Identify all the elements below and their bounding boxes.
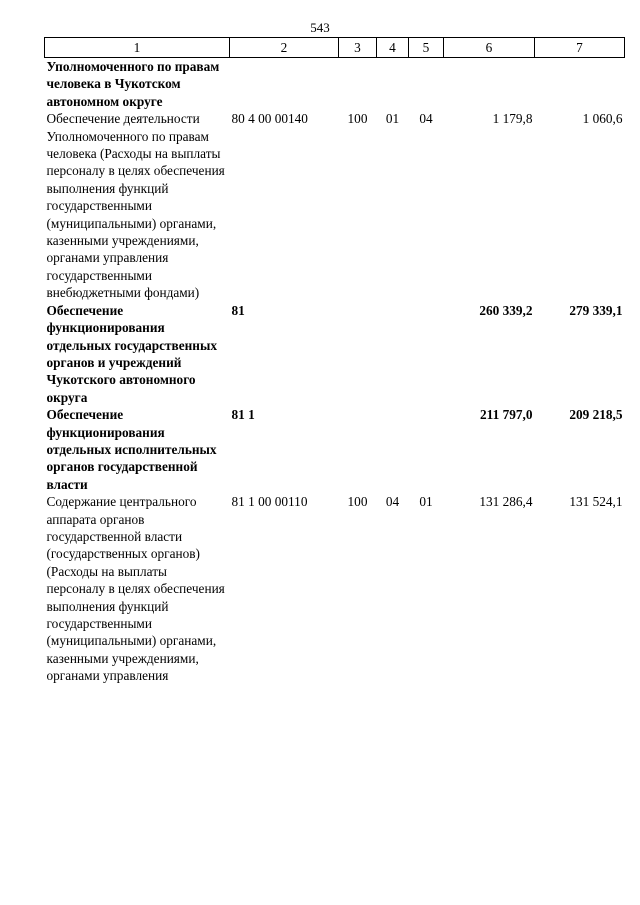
row-value-6: 131 286,4 [479,494,533,510]
row-col-4 [377,58,409,111]
row-col-3: 100 [347,111,368,127]
row-value-6 [444,58,535,111]
row-name: Обеспечение функционирования отдельных исполнительных органов государственной власти [46,407,217,492]
row-value-6: 260 339,2 [479,302,533,318]
row-code: 80 4 00 00140 [231,111,308,127]
row-value-7: 209 218,5 [569,407,623,423]
row-code: 81 1 00 00110 [231,494,308,510]
row-col-4: 04 [385,494,400,510]
header-col-3: 3 [339,38,377,58]
header-col-4: 4 [377,38,409,58]
row-value-6: 211 797,0 [480,407,533,423]
table-row [45,110,625,301]
row-col-3: 100 [347,494,368,510]
table-row [45,302,625,406]
row-code [230,58,339,111]
header-col-6: 6 [444,38,535,58]
row-value-7: 1 060,6 [582,111,623,127]
header-col-2: 2 [230,38,339,58]
table-row [45,406,625,493]
row-value-7: 131 524,1 [569,494,623,510]
row-col-4: 01 [385,111,400,127]
row-name: Обеспечение функционирования отдельных государственных органов и учреждений Чукотского автономного округа [46,302,217,405]
row-col-3 [339,406,377,493]
budget-table [44,37,625,685]
table-row [45,58,625,111]
page-number: 543 [310,20,330,35]
row-col-3 [339,58,377,111]
header-col-5: 5 [409,38,444,58]
row-name: Обеспечение деятельности Уполномоченного по правам человека (Расходы на выплаты персоналу в целях обеспечения выполнения функций государственными (муниципальными) органами, казенными учреждениями, органами управления государственными внебюджетными фондами) [46,111,225,301]
row-value-7 [535,58,625,111]
row-col-5 [409,302,444,406]
header-row [45,38,625,58]
row-code: 81 1 [231,407,255,423]
row-col-5: 04 [419,111,433,127]
row-col-3 [339,302,377,406]
row-value-6: 1 179,8 [492,111,533,127]
row-name: Уполномоченного по правам человека в Чукотском автономном округе [46,59,220,109]
row-col-4 [377,302,409,406]
header-col-7: 7 [535,38,625,58]
row-col-5 [409,406,444,493]
row-value-7: 279 339,1 [569,302,623,318]
header-col-1: 1 [45,38,230,58]
table-row [45,493,625,684]
row-col-5: 01 [419,494,433,510]
row-col-5 [409,58,444,111]
row-name: Содержание центрального аппарата органов государственной власти (государственных органов) (Расходы на выплаты персоналу в целях обеспечения выполнения функций государственными (муниципальными) органами, казенными учреждениями, органами управления [46,494,225,684]
row-col-4 [377,406,409,493]
row-code: 81 [231,302,245,318]
